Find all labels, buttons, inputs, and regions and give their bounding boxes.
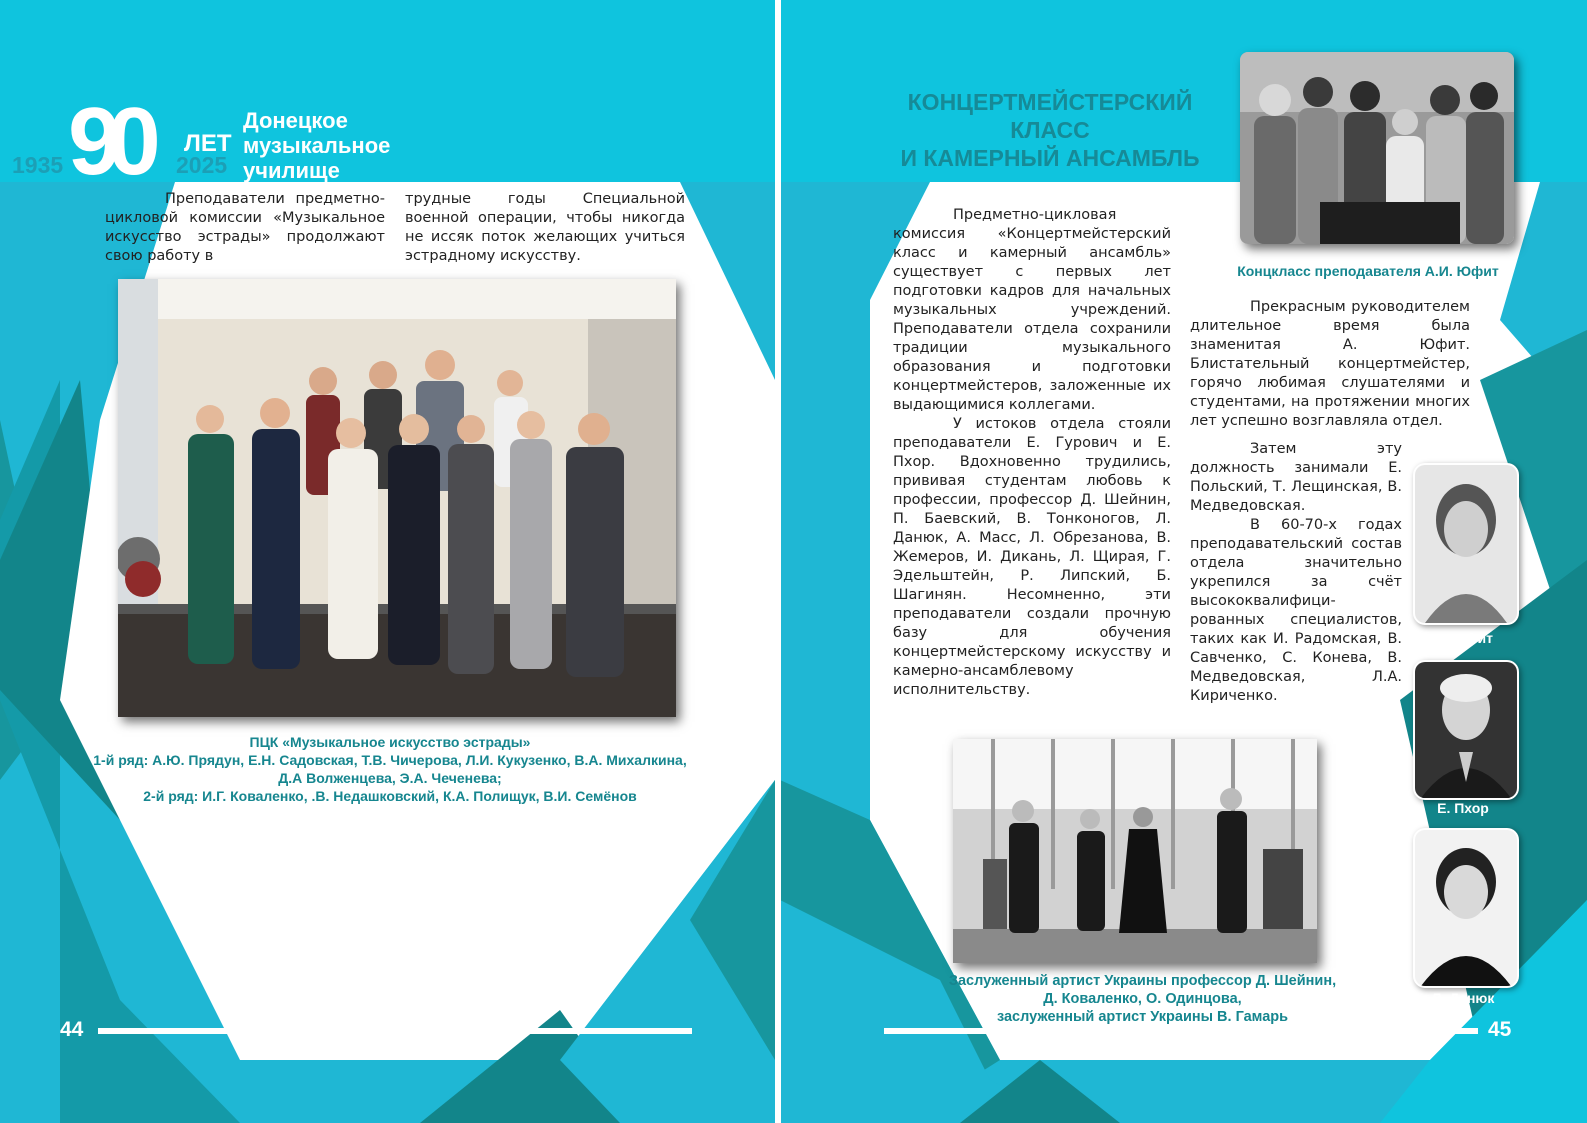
concert-photo-image bbox=[953, 739, 1317, 963]
concert-photo bbox=[953, 739, 1317, 963]
group-photo-image bbox=[118, 279, 676, 717]
concert-class-photo bbox=[1240, 52, 1514, 244]
right-page-number: 45 bbox=[1488, 1018, 1512, 1041]
portrait-pkhor-image bbox=[1415, 662, 1517, 798]
right-text-col1: Предметно-цикловая комиссия «Концертмейстерский класс и камерный ансамбль» существует с первых лет подготовки кадров для начальных музыкальных учреждений. Преподаватели отдела сохранили традиции музыкального образования и подготовки концертмейстеров, заложенные их выдающимися коллегами. У истоков отдела стояли преподаватели Е. Гурович и Е. Пхор. Вдохновенно трудились, прививая студентам любовь к профессии, профессор Д. Шейнин, П. Баевский, В. Тонконогов, Л. Данюк, А. Масс, Л. Обрезанова, В. Жемеров, И. Дикань, Л. Щирая, Г. Эдельштейн, Р. Липский, Б. Шагинян. Несомненно, эти преподаватели создали прочную базу для обучения концертмейстерскому искусству и камерно-ансамблевому исполнительству. bbox=[893, 207, 1171, 698]
school-name: Донецкое музыкальное училище bbox=[243, 108, 391, 183]
portrait-danyuk-name: Л. Данюк bbox=[1431, 990, 1495, 1006]
year-start: 1935 bbox=[12, 152, 64, 178]
portrait-yufit-image bbox=[1415, 465, 1517, 623]
portrait-pkhor-name: Е. Пхор bbox=[1437, 800, 1489, 816]
section-title: КОНЦЕРТМЕЙСТЕРСКИЙ КЛАСС И КАМЕРНЫЙ АНСАМБЛЬ bbox=[900, 89, 1200, 171]
portrait-pkhor bbox=[1413, 660, 1519, 800]
left-page-number: 44 bbox=[60, 1018, 84, 1041]
left-text-col1: Преподаватели предметно-цикловой комиссии «Музыкальное искусство эстрады» продолжают свою работу в bbox=[105, 191, 385, 264]
left-footer-rule bbox=[98, 1028, 692, 1034]
left-text-col2: трудные годы Специальной военной операции, чтобы никогда не иссяк поток желающих учиться эстрадному искусству. bbox=[405, 191, 685, 264]
right-text-col2-p2: Затем эту должность занимали Е. Польский, Т. Лещинская, В. Медведовская. bbox=[1190, 441, 1402, 514]
right-text-col2-p3: В 60-70-х годах преподавательский состав отдела значительно укрепился за счёт высококвалифици-рованных специалистов, таких как И. Радомская, В. Савченко, С. Конева, В. Медведовская, Л.А. Кириченко. bbox=[1190, 517, 1402, 704]
portrait-danyuk bbox=[1413, 828, 1519, 988]
concert-photo-caption: Заслуженный артист Украины профессор Д. Шейнин, Д. Коваленко, О. Одинцова, заслуженный артист Украины В. Гамарь bbox=[948, 973, 1337, 1025]
years-word: ЛЕТ bbox=[184, 130, 232, 157]
concert-class-photo-image bbox=[1240, 52, 1514, 244]
group-photo bbox=[118, 279, 676, 717]
concert-class-caption: Концкласс преподавателя А.И. Юфит bbox=[1237, 263, 1499, 279]
anniversary-logo bbox=[8, 88, 428, 195]
portrait-yufit-name: А. Юфит bbox=[1432, 630, 1494, 646]
anniversary-number: 90 bbox=[68, 88, 147, 195]
portrait-yufit bbox=[1413, 463, 1519, 625]
right-footer-rule bbox=[884, 1028, 1478, 1034]
group-photo-caption: ПЦК «Музыкальное искусство эстрады» 1-й ряд: А.Ю. Прядун, Е.Н. Садовская, Т.В. Чичерова, Л.И. Кукузенко, В.А. Михалкина, Д.А Волженцева, Э.А. Чеченева; 2-й ряд: И.Г. Коваленко, .В. Недашковский, К.А. Полищук, В.И. Семёнов bbox=[93, 734, 687, 804]
year-end: 2025 bbox=[176, 152, 228, 178]
portrait-danyuk-image bbox=[1415, 830, 1517, 986]
right-text-col2-p1: Прекрасным руководителем длительное время была знаменитая А. Юфит. Блистательный концертмейстер, горячо любимая слушателями и студентами, на протяжении многих лет успешно возглавляла отдел. bbox=[1190, 299, 1470, 429]
